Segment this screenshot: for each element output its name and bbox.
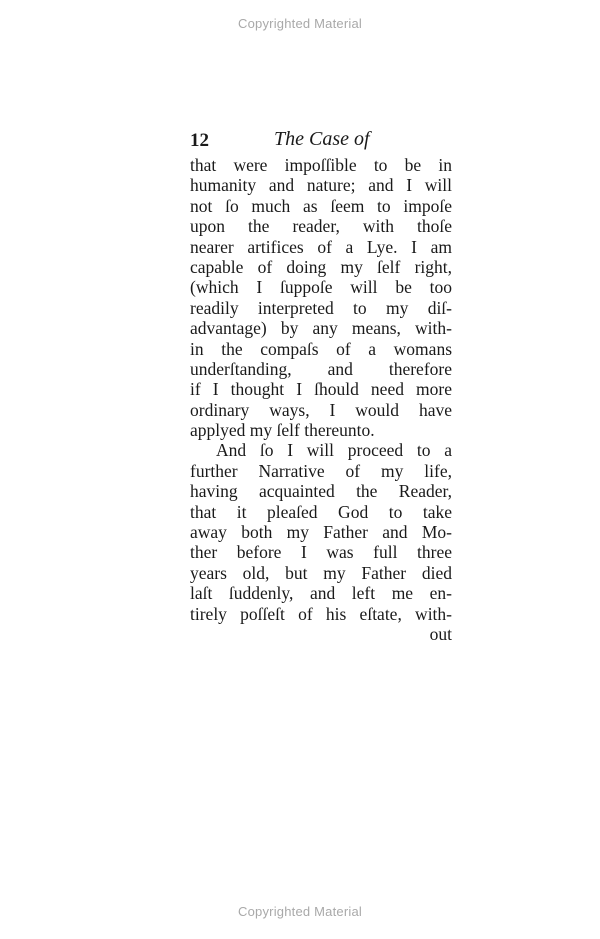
running-head bbox=[190, 128, 460, 152]
copyright-watermark-top: Copyrighted Material bbox=[238, 16, 362, 31]
text-line: readily interpreted to my diſ- bbox=[190, 297, 452, 318]
catchword: out bbox=[429, 623, 452, 644]
text-line: (which I ſuppoſe will be too bbox=[190, 277, 452, 298]
text-line: if I thought I ſhould need more bbox=[190, 379, 452, 400]
text-line: applyed my ſelf thereunto. bbox=[190, 420, 375, 441]
text-line: laſt ſuddenly, and left me en- bbox=[190, 583, 452, 604]
text-line: ther before I was full three bbox=[190, 542, 452, 563]
text-line: tirely poſſeſt of his eſtate, with- bbox=[190, 603, 452, 624]
text-line: upon the reader, with thoſe bbox=[190, 216, 452, 237]
text-line: not ſo much as ſeem to impoſe bbox=[190, 195, 452, 216]
text-line: further Narrative of my life, bbox=[190, 460, 452, 481]
text-line: underſtanding, and therefore bbox=[190, 358, 452, 379]
text-line: ordinary ways, I would have bbox=[190, 399, 452, 420]
text-line: advantage) by any means, with- bbox=[190, 318, 452, 339]
body-text bbox=[190, 155, 452, 644]
text-line: humanity and nature; and I will bbox=[190, 175, 452, 196]
copyright-watermark-bottom: Copyrighted Material bbox=[238, 904, 362, 919]
page-number: 12 bbox=[190, 130, 209, 151]
text-line: years old, but my Father died bbox=[190, 562, 452, 583]
paragraph-start-line: And ſo I will proceed to a bbox=[216, 440, 452, 461]
running-title: The Case of bbox=[274, 128, 370, 150]
text-line: away both my Father and Mo- bbox=[190, 522, 452, 543]
text-line: capable of doing my ſelf right, bbox=[190, 256, 452, 277]
text-line: that were impoſſible to be in bbox=[190, 155, 452, 175]
text-line: having acquainted the Reader, bbox=[190, 481, 452, 502]
text-line: that it pleaſed God to take bbox=[190, 501, 452, 522]
text-line: in the compaſs of a womans bbox=[190, 338, 452, 359]
text-line: nearer artifices of a Lye. I am bbox=[190, 236, 452, 257]
